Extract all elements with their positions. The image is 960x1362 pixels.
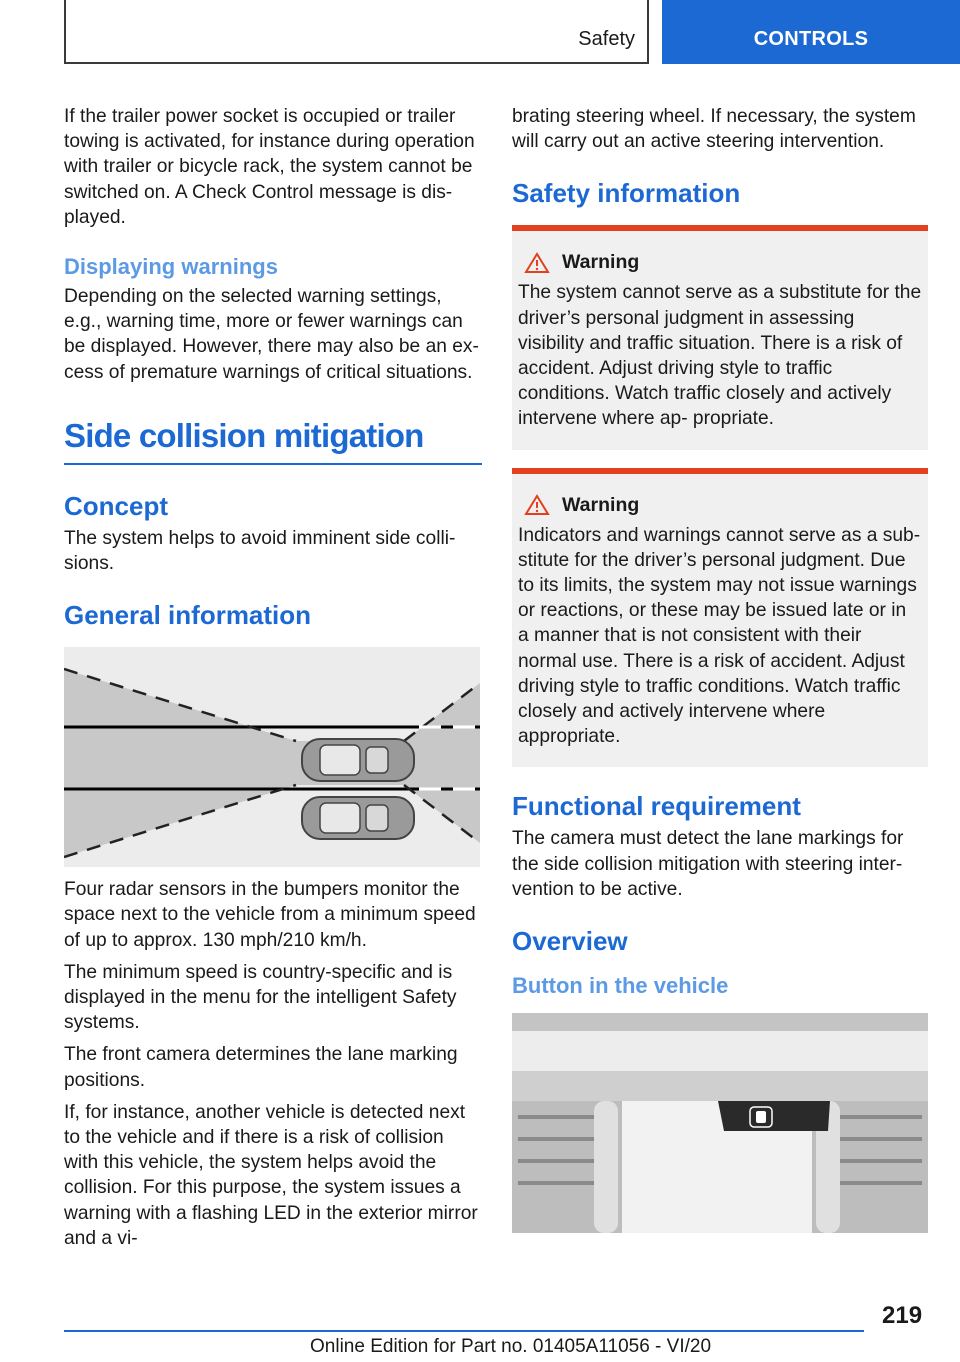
concept-heading: Concept (64, 490, 168, 521)
warning-triangle-icon (524, 494, 550, 516)
warning-box-2 (512, 468, 928, 768)
footer-edition: Online Edition for Part no. 01405A11056 - VI/20 (310, 1336, 712, 1357)
warning-title-2 (518, 494, 922, 517)
warning-text-2: Indicators and warnings cannot serve as a sub- stitute for the driver’s personal judgment. Due to its limits, the system may not issue warnings or reactions, or these may be issued late or in a manner that is not consistent with their normal use. There is a risk of accident. Adjust driving style to traffic conditions. Watch traffic closely and actively intervene where appropriate. (518, 524, 921, 748)
radar-sensors-paragraph: Four radar sensors in the bumpers monitor the space next to the vehicle from a minimum speed of up to approx. 130 mph/210 km/h. (64, 879, 476, 951)
car-top-icon (302, 739, 414, 781)
front-camera-paragraph: The front camera determines the lane marking positions. (64, 1044, 458, 1091)
button-in-vehicle-heading: Button in the vehicle (512, 973, 729, 999)
warning-text-1: The system cannot serve as a substitute for the driver’s personal judgment in assessing visibility and traffic situation. There is a risk of accident. Adjust driving style to traffic conditions. Watch traffic closely and actively intervene where ap- propriate. (518, 282, 922, 430)
car-bottom-icon (302, 797, 414, 839)
header-section-box (64, 0, 649, 64)
functional-requirement-text: The camera must detect the lane markings for the side collision mitigation with steering inter- vention to be active. (512, 828, 904, 900)
minimum-speed-paragraph: The minimum speed is country-specific and is displayed in the menu for the intelligent Safety systems. (64, 961, 457, 1034)
safety-info-heading: Safety information (512, 178, 741, 209)
warning-label-2: Warning (562, 493, 640, 516)
header-section-label: Safety (578, 28, 635, 50)
continuation-paragraph: brating steering wheel. If necessary, the system will carry out an active steering intervention. (512, 106, 916, 153)
right-column (512, 104, 928, 1233)
footer-divider (64, 1330, 864, 1332)
displaying-warnings-heading: Displaying warnings (64, 254, 278, 280)
page-number: 219 (882, 1302, 923, 1329)
concept-text: The system helps to avoid imminent side colli- sions. (64, 527, 456, 575)
header-chapter-label: CONTROLS (753, 28, 869, 50)
header-chapter-tab (662, 0, 960, 64)
functional-requirement-heading: Functional requirement (512, 791, 801, 822)
left-column (64, 104, 482, 1258)
general-info-heading: General information (64, 600, 312, 631)
collision-paragraph: If, for instance, another vehicle is detected next to the vehicle and if there is a risk of collision with this vehicle, the system helps avoid the collision. For this purpose, the system issues a warning with a flashing LED in the exterior mirror and a vi- (64, 1101, 478, 1249)
page-title: Side collision mitigation (64, 417, 482, 465)
intro-paragraph: If the trailer power socket is occupied or trailer towing is activated, for instance during operation with trailer or bicycle rack, the system cannot be switched on. A Check Control message is dis- played. (64, 106, 475, 228)
dashboard-image (512, 1013, 928, 1233)
lanes-illustration (64, 647, 480, 867)
overview-heading: Overview (512, 926, 628, 957)
warning-triangle-icon (524, 252, 550, 274)
lanes-diagram-image (64, 647, 480, 867)
dashboard-button-photo (512, 1013, 928, 1233)
warning-box-1 (512, 225, 928, 449)
displaying-warnings-text: Depending on the selected warning settings, e.g., warning time, more or fewer warnings can be displayed. However, there may also be an ex- cess of premature warnings of critical situations. (64, 286, 479, 383)
warning-label-1: Warning (562, 251, 640, 274)
warning-title-1 (518, 251, 922, 274)
